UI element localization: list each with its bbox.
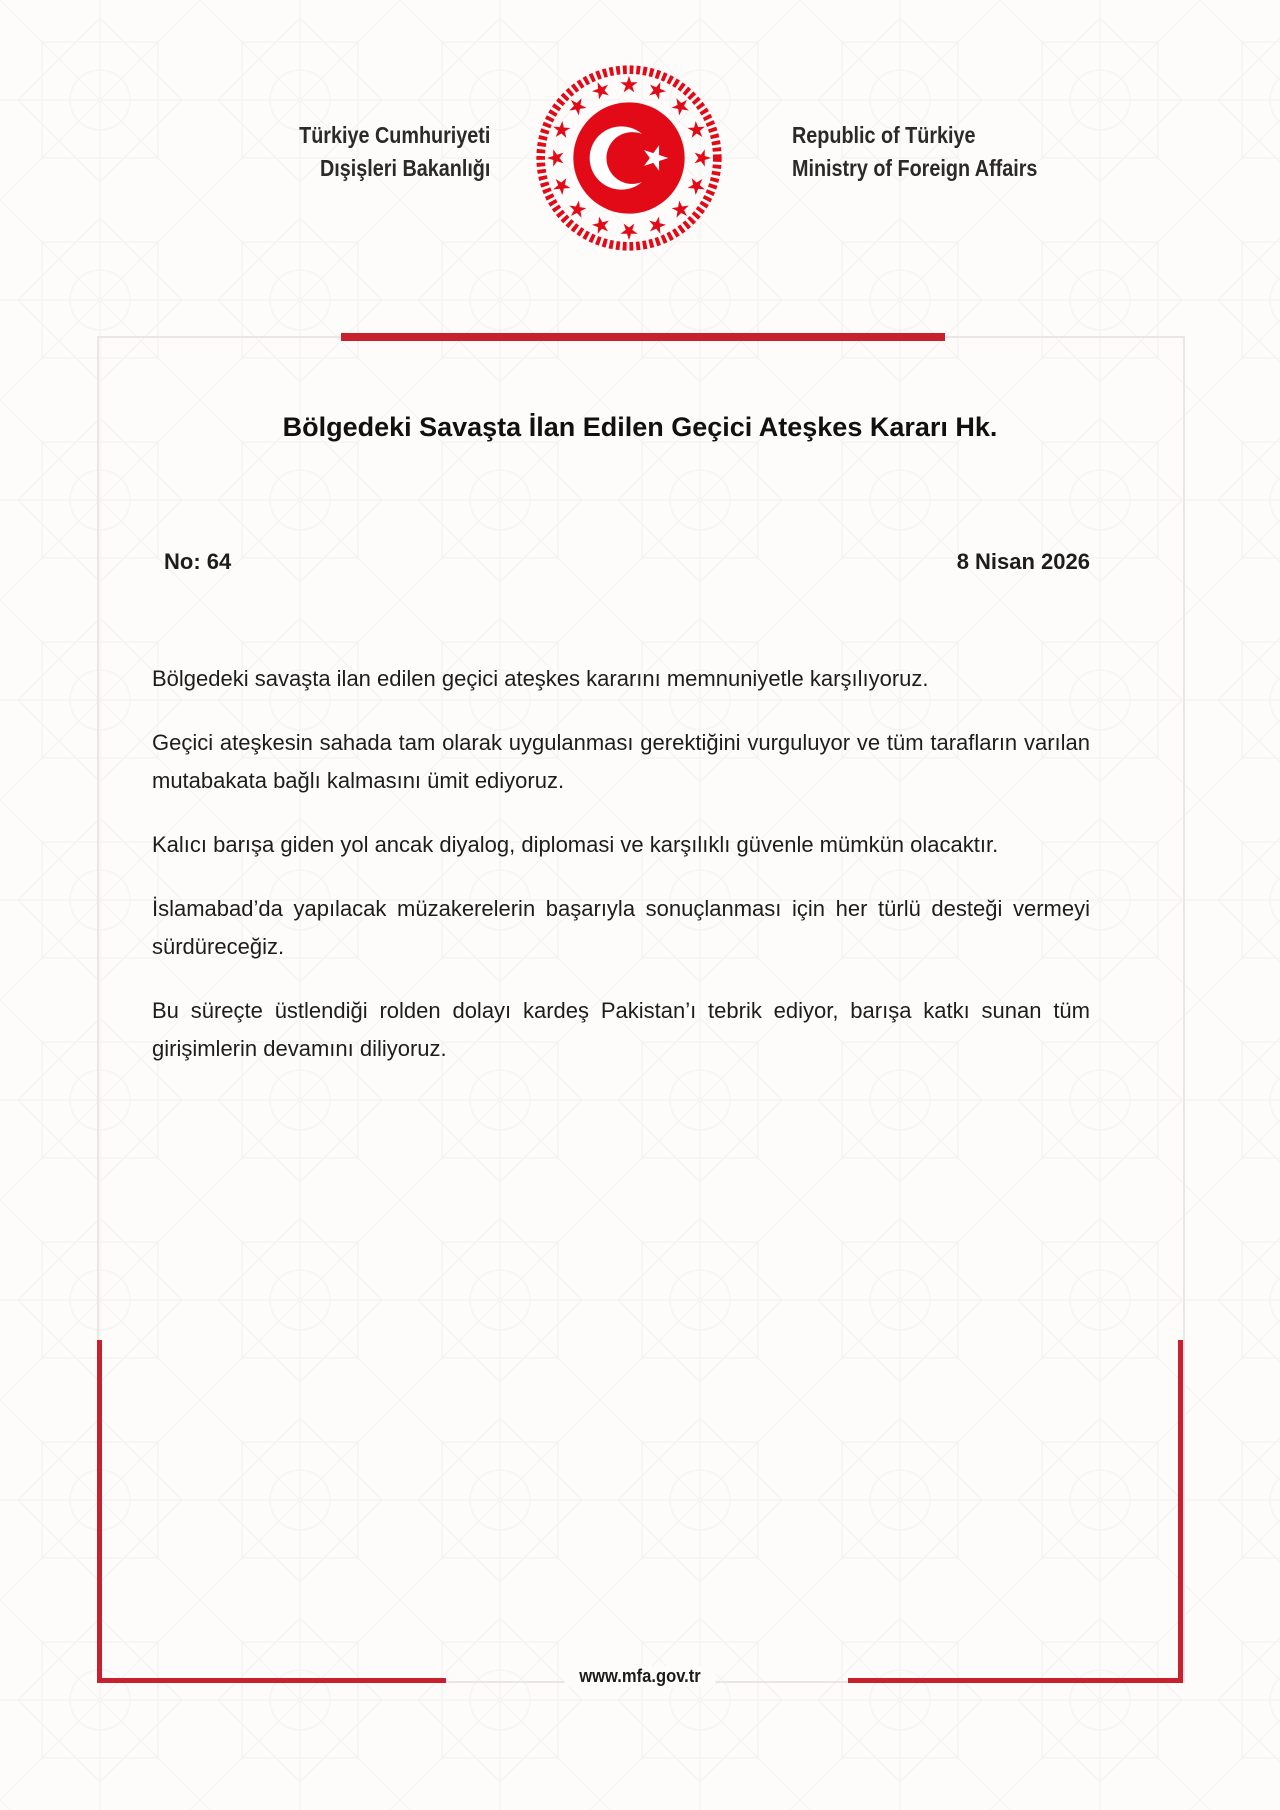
document-meta-row [164, 549, 1090, 575]
document-date: 8 Nisan 2026 [956, 549, 1090, 574]
body-paragraph: İslamabad’da yapılacak müzakerelerin başarıyla sonuçlanması için her türlü desteği vermeyi sürdüreceğiz. [152, 896, 1090, 959]
body-paragraph: Bölgedeki savaşta ilan edilen geçici ateşkes kararını memnuniyetle karşılıyoruz. [152, 666, 929, 691]
org-name-turkish-line1: Türkiye Cumhuriyeti [298, 122, 490, 148]
top-red-bar [341, 333, 945, 341]
org-name-turkish-line2: Dışişleri Bakanlığı [319, 155, 490, 181]
document-number: No: 64 [164, 549, 232, 574]
footer-website: www.mfa.gov.tr [565, 1666, 716, 1687]
org-name-english-line1: Republic of Türkiye [792, 122, 976, 148]
body-paragraph: Geçici ateşkesin sahada tam olarak uygulanması gerektiğini vurguluyor ve tüm tarafların varılan mutabakata bağlı kalmasını ümit ediyoruz. [152, 730, 1090, 793]
footer [0, 1666, 1280, 1687]
org-name-english [792, 119, 1037, 185]
document-body [152, 660, 1090, 1094]
document-title: Bölgedeki Savaşta İlan Edilen Geçici Ateşkes Kararı Hk. [282, 412, 998, 442]
body-paragraph: Kalıcı barışa giden yol ancak diyalog, diplomasi ve karşılıklı güvenle mümkün olacaktır. [152, 832, 999, 857]
org-name-english-line2: Ministry of Foreign Affairs [792, 155, 1038, 181]
bottom-right-bracket-vertical [1178, 1340, 1183, 1683]
org-name-turkish [299, 119, 490, 185]
body-paragraph: Bu süreçte üstlendiği rolden dolayı kardeş Pakistan’ı tebrik ediyor, barışa katkı sunan tüm girişimlerin devamını diliyoruz. [152, 998, 1090, 1061]
mfa-emblem-icon [533, 62, 725, 254]
bottom-left-bracket-vertical [97, 1340, 102, 1683]
